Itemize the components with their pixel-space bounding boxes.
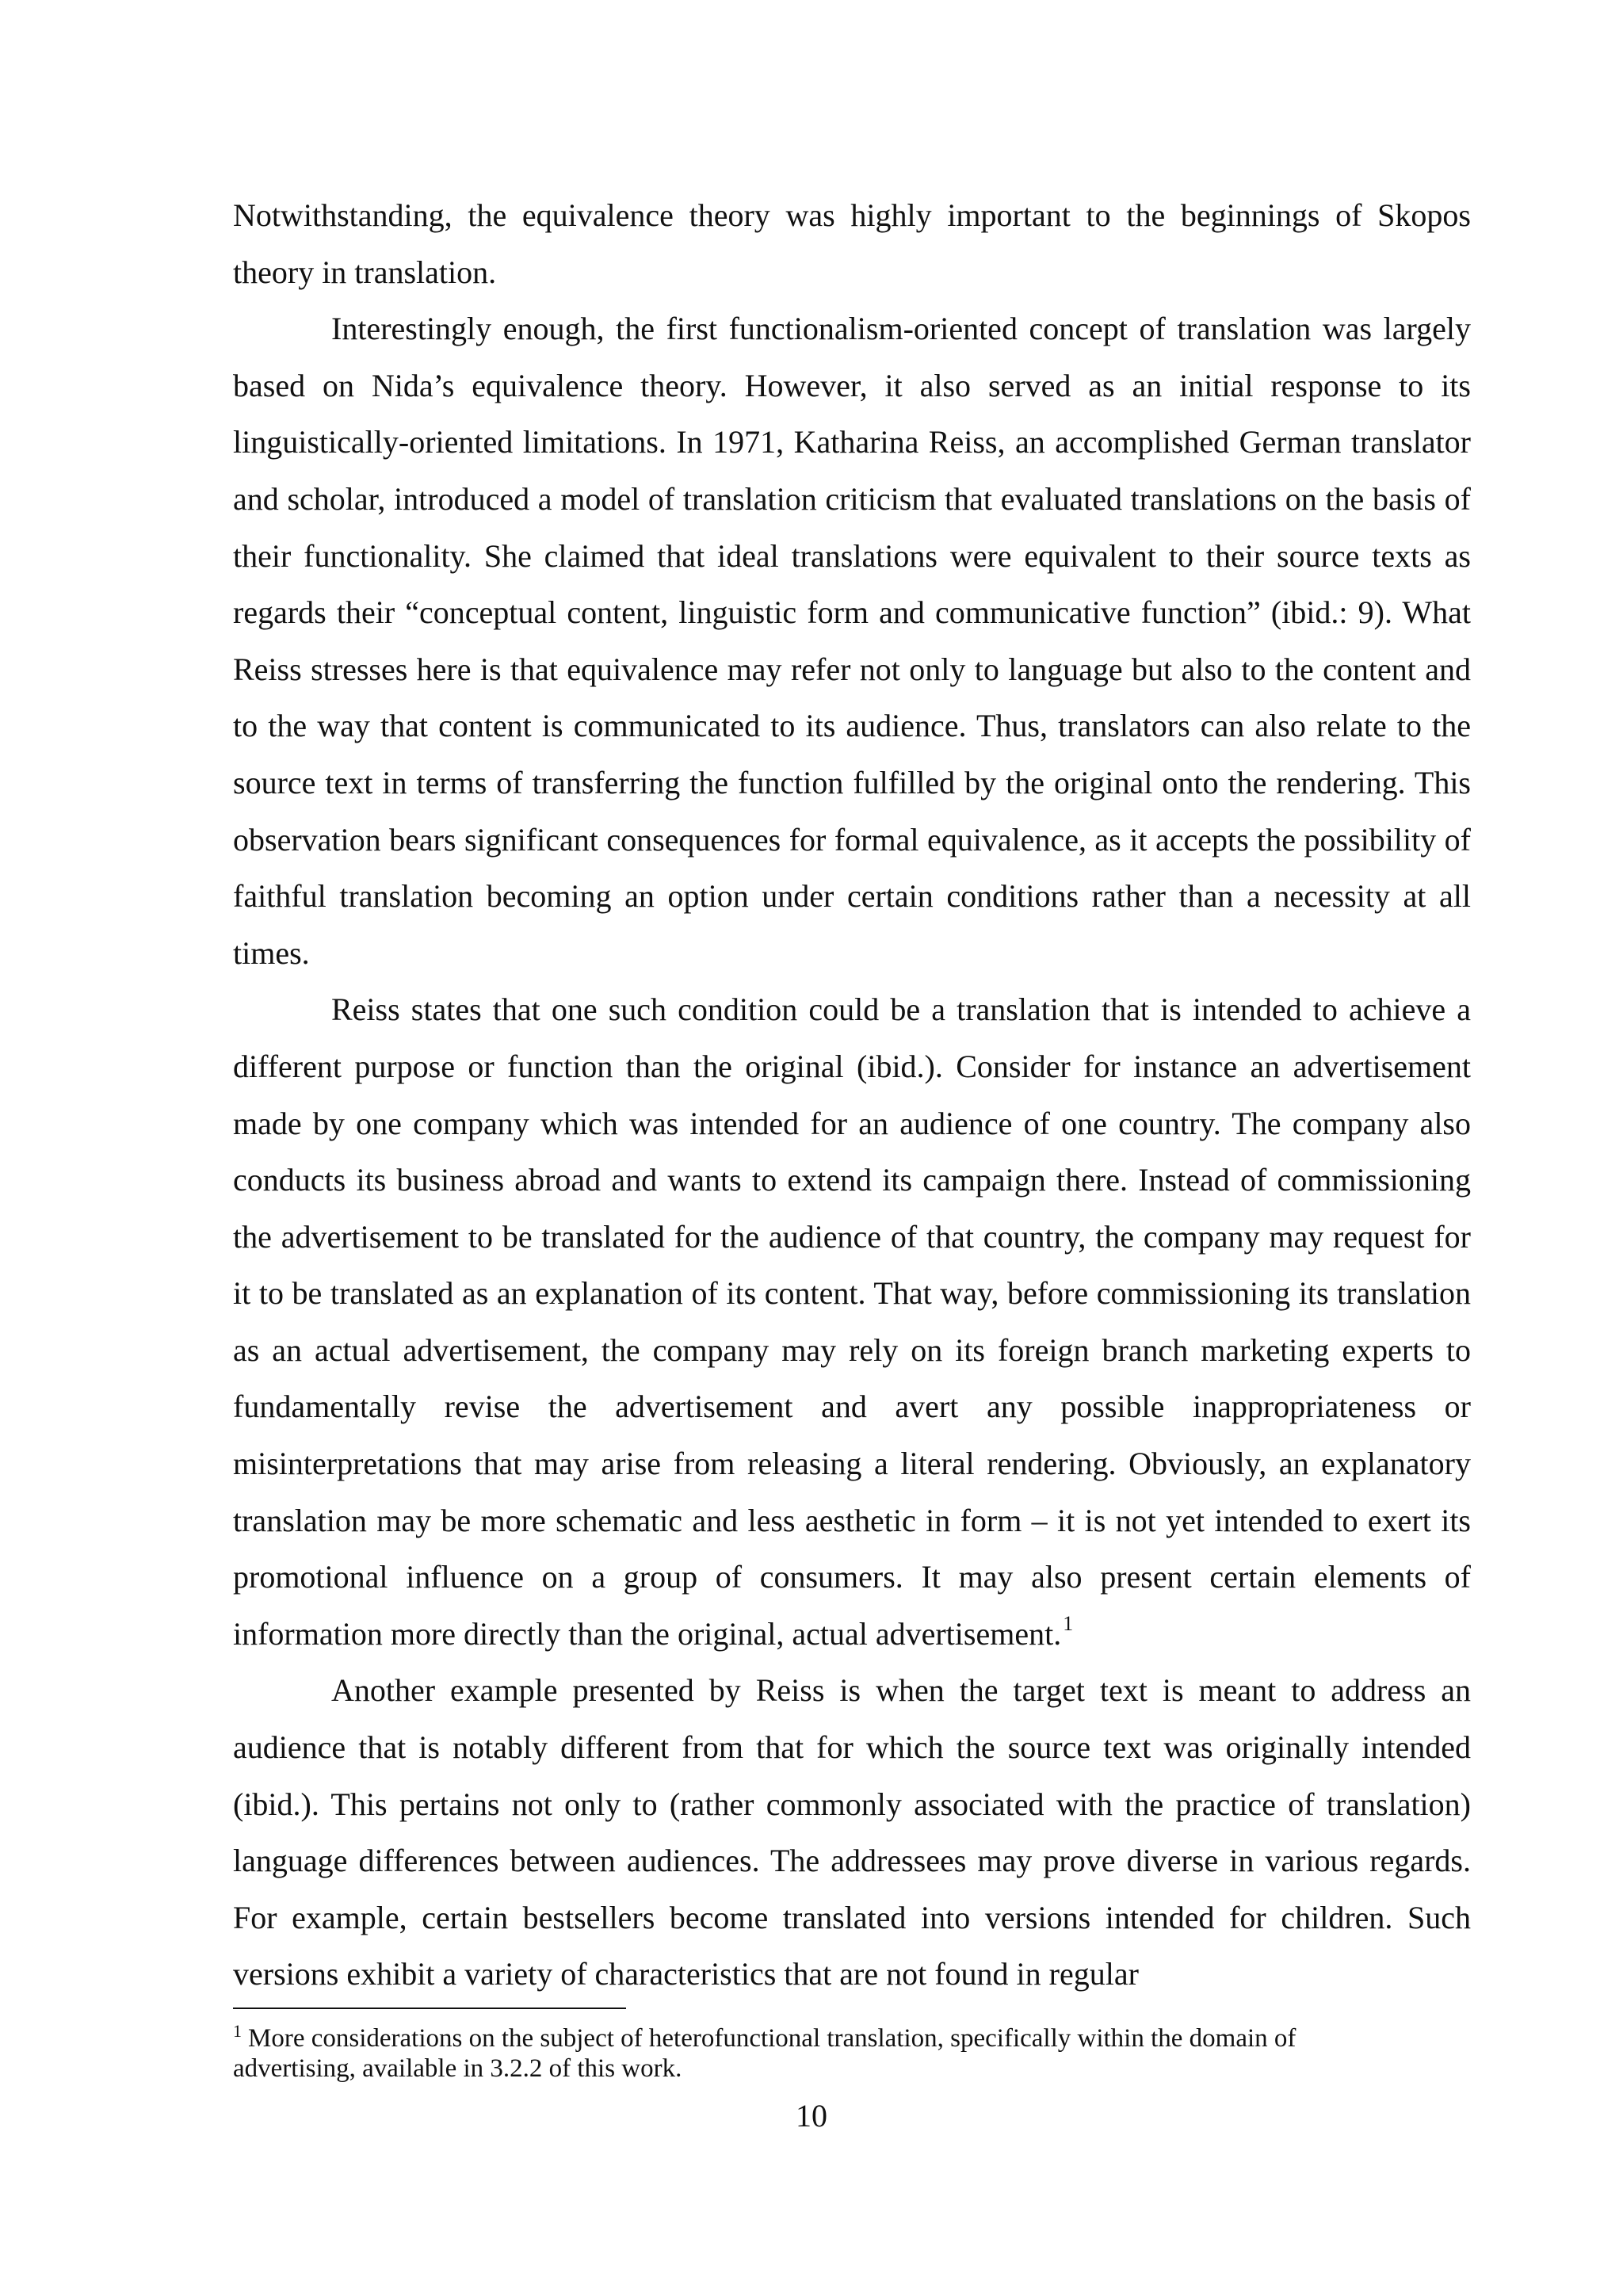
paragraph-2: Interestingly enough, the first functionalism-oriented concept of translation was largely based on Nida’s equivalence theory. However, it also served as an initial response to its linguistically-oriented limitations. In 1971, Katharina Reiss, an accomplished German translator and scholar, introduced a model of translation criticism that evaluated translations on the basis of their functionality. She claimed that ideal translations were equivalent to their source texts as regards their “conceptual content, linguistic form and communicative function” (ibid.: 9). What Reiss stresses here is that equivalence may refer not only to language but also to the content and to the way that content is communicated to its audience. Thus, translators can also relate to the source text in terms of transferring the function fulfilled by the original onto the rendering. This observation bears significant consequences for formal equivalence, as it accepts the possibility of faithful translation becoming an option under certain conditions rather than a necessity at all times. <box>233 311 1471 971</box>
footnote-divider <box>233 2008 626 2009</box>
footnote <box>233 2023 1358 2084</box>
body-text <box>233 187 1471 2003</box>
paragraph-1: Notwithstanding, the equivalence theory was highly important to the beginnings of Skopos theory in translation. <box>233 197 1471 290</box>
paragraph-3-text: Reiss states that one such condition could be a translation that is intended to achieve a different purpose or function than the original (ibid.). Consider for instance an advertisement made by one company which was intended for an audience of one country. The company also conducts its business abroad and wants to extend its campaign there. Instead of commissioning the advertisement to be translated for the audience of that country, the company may request for it to be translated as an explanation of its content. That way, before commissioning its translation as an actual advertisement, the company may rely on its foreign branch marketing experts to fundamentally revise the advertisement and avert any possible inappropriateness or misinterpretations that may arise from releasing a literal rendering. Obviously, an explanatory translation may be more schematic and less aesthetic in form – it is not yet intended to exert its promotional influence on a group of consumers. It may also present certain elements of information more directly than the original, actual advertisement. <box>233 991 1471 1652</box>
footnote-marker: 1 <box>233 2021 242 2041</box>
footnote-text: More considerations on the subject of heterofunctional translation, specifically within the domain of advertising, available in 3.2.2 of this work. <box>233 2024 1296 2083</box>
paragraph-3 <box>233 981 1471 1662</box>
footnote-reference: 1 <box>1063 1611 1074 1635</box>
paragraph-4: Another example presented by Reiss is when the target text is meant to address an audience that is notably different from that for which the source text was originally intended (ibid.). This pertains not only to (rather commonly associated with the practice of translation) language differences between audiences. The addressees may prove diverse in various regards. For example, certain bestsellers become translated into versions intended for children. Such versions exhibit a variety of characteristics that are not found in regular <box>233 1672 1471 1992</box>
page-number: 10 <box>796 2098 827 2134</box>
